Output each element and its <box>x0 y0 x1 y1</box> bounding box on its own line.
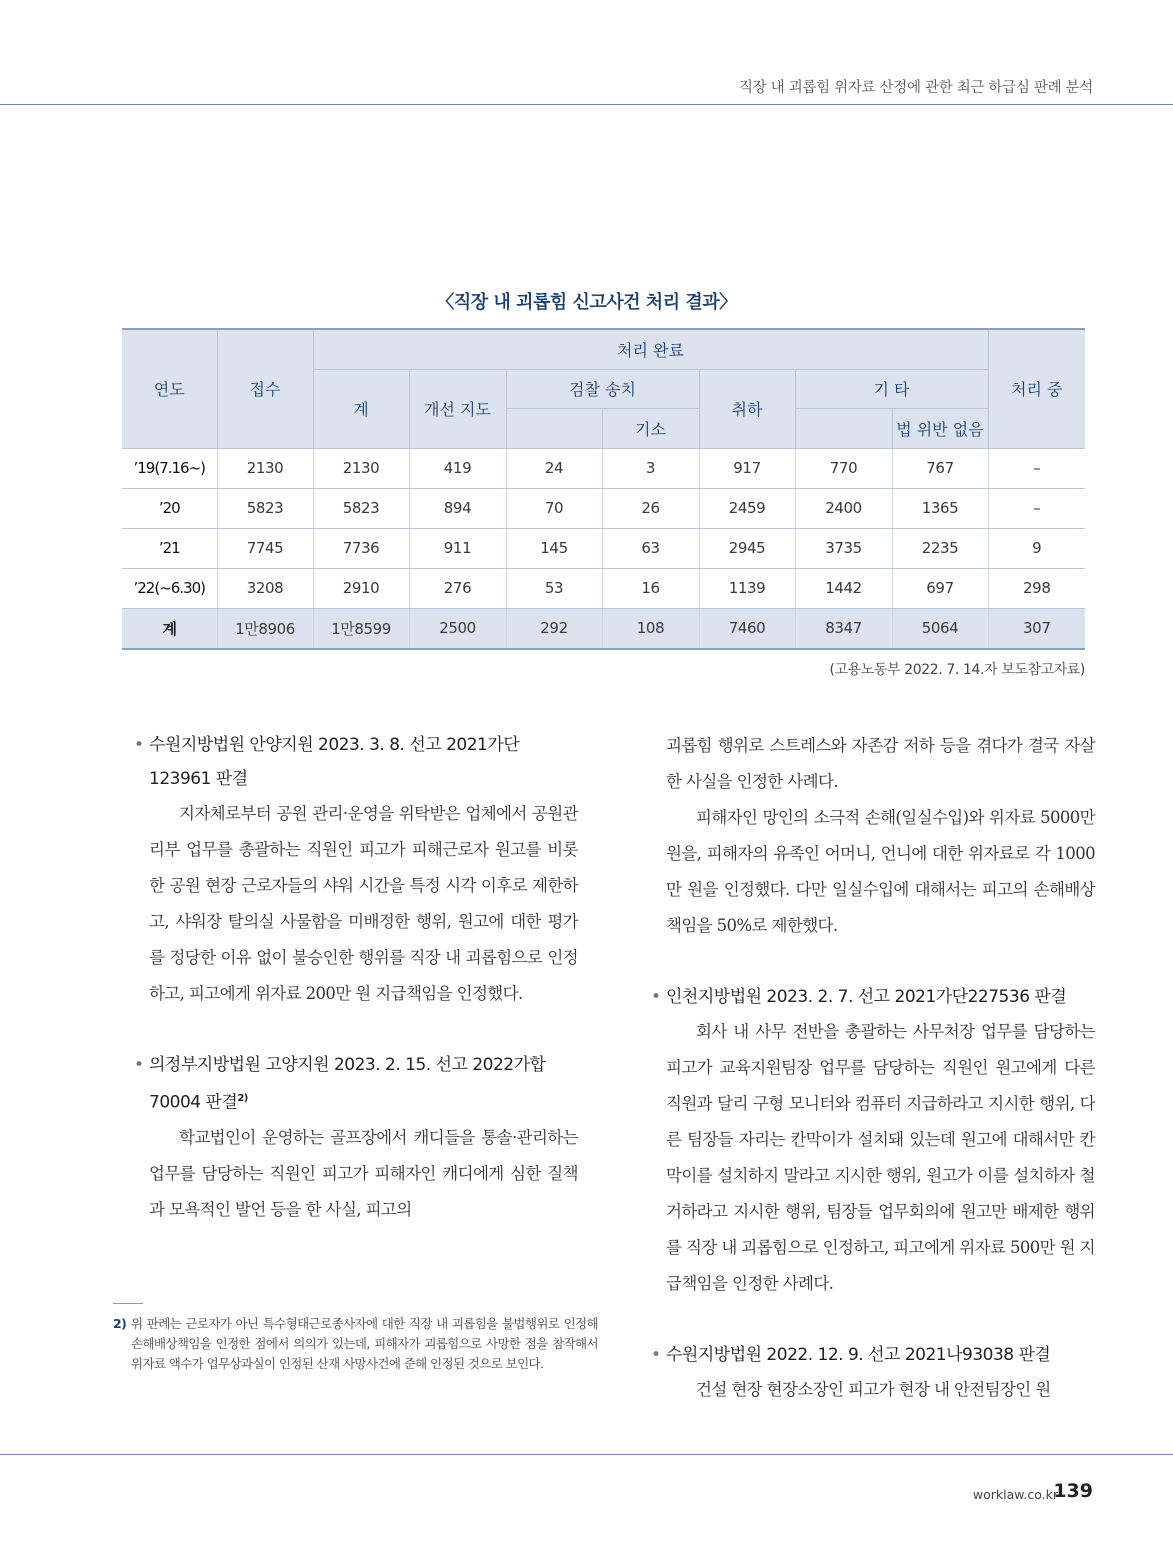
cell-improvement: 276 <box>409 568 506 608</box>
complaint-results-table <box>122 328 1085 650</box>
table-row <box>122 528 1085 568</box>
cell-indictment: 26 <box>602 488 699 528</box>
site-url: worklaw.co.kr <box>972 1487 1058 1502</box>
cell-indictment: 3 <box>602 448 699 488</box>
cell-total: 2130 <box>313 448 409 488</box>
bullet-icon: • <box>134 735 144 755</box>
running-title: 직장 내 괴롭힘 위자료 산정에 관한 최근 하급심 판례 분석 <box>738 80 1093 96</box>
header-no-violation: 법 위반 없음 <box>892 408 988 448</box>
cell-withdrawal: 2459 <box>699 488 795 528</box>
case-body: 지자체로부터 공원 관리·운영을 위탁받은 업체에서 공원관리부 업무를 총괄하는 직원인 피고가 피해근로자 원고를 비롯한 공원 현장 근로자들의 샤워 시간을 특정 시각 이후로 제한하고, 샤워장 탈의실 사물함을 미배정한 행위, 원고에 대한 평가를 정당한 이유 없이 불승인한 행위를 직장 내 괴롭힘으로 인정하고, 피고에게 위자료 200만 원 지급책임을 인정했다. <box>149 804 578 1003</box>
cell-withdrawal: 1139 <box>699 568 795 608</box>
page-number: 139 <box>1053 1480 1093 1502</box>
cell-improvement: 2500 <box>409 608 506 649</box>
header-prosecution-blank <box>506 408 602 448</box>
bullet-icon: • <box>134 1055 144 1075</box>
footnote-number: 2) <box>113 1316 127 1331</box>
footnote-text: 위 판례는 근로자가 아닌 특수형태근로종사자에 대한 직장 내 괴롭힘을 불법행위로 인정해 손해배상책임을 인정한 점에서 의의가 있는데, 피해자가 괴롭힘으로 사망한 점을 참작해서 위자료 액수가 업무상과실이 인정된 산재 사망사건에 준해 인정된 것으로 보인다. <box>131 1316 598 1371</box>
cell-no-violation: 5064 <box>892 608 988 649</box>
cell-in-progress: 298 <box>988 568 1085 608</box>
table-row <box>122 488 1085 528</box>
footer-rule <box>0 1454 1173 1455</box>
header-received: 접수 <box>217 329 313 448</box>
cell-improvement: 419 <box>409 448 506 488</box>
header-other-blank <box>795 408 892 448</box>
header-withdrawal: 취하 <box>699 369 795 448</box>
cell-year: ’19(7.16~) <box>122 448 217 488</box>
cell-received: 2130 <box>217 448 313 488</box>
case-heading-text: 의정부지방법원 고양지원 2023. 2. 15. 선고 2022가합 70004 판결 <box>149 1055 546 1113</box>
bullet-icon: • <box>651 1345 661 1365</box>
cell-other: 770 <box>795 448 892 488</box>
cell-received: 1만8906 <box>217 608 313 649</box>
cell-received: 3208 <box>217 568 313 608</box>
cell-indictment: 16 <box>602 568 699 608</box>
table-row <box>122 448 1085 488</box>
case-body-continued: 괴롭힘 행위로 스트레스와 자존감 저하 등을 겪다가 결국 자살한 사실을 인정한 사례다. <box>666 736 1095 791</box>
cell-indictment: 63 <box>602 528 699 568</box>
cell-no-violation: 767 <box>892 448 988 488</box>
table-title: 〈직장 내 괴롭힘 신고사건 처리 결과〉 <box>436 292 737 313</box>
cell-withdrawal: 2945 <box>699 528 795 568</box>
cell-received: 7745 <box>217 528 313 568</box>
table-row <box>122 568 1085 608</box>
case-body: 건설 현장 현장소장인 피고가 현장 내 안전팀장인 원 <box>696 1380 1051 1399</box>
cell-withdrawal: 7460 <box>699 608 795 649</box>
case-heading <box>134 728 578 796</box>
case-heading-text: 인천지방법원 2023. 2. 7. 선고 2021가단227536 판결 <box>666 987 1067 1007</box>
cell-no-violation: 1365 <box>892 488 988 528</box>
cell-withdrawal: 917 <box>699 448 795 488</box>
cell-other: 8347 <box>795 608 892 649</box>
case-heading <box>651 1338 1095 1372</box>
cell-in-progress: – <box>988 448 1085 488</box>
header-year: 연도 <box>122 329 217 448</box>
cell-other: 3735 <box>795 528 892 568</box>
cell-indictment: 108 <box>602 608 699 649</box>
cell-year: ’22(~6.30) <box>122 568 217 608</box>
left-column <box>134 728 578 1228</box>
header-completed: 처리 완료 <box>313 329 988 369</box>
header-improvement: 개선 지도 <box>409 369 506 448</box>
cell-in-progress: – <box>988 488 1085 528</box>
case-body: 회사 내 사무 전반을 총괄하는 사무처장 업무를 담당하는 피고가 교육지원팀장 업무를 담당하는 직원인 원고에게 다른 직원과 달리 구형 모니터와 컴퓨터 지급하라고 지시한 행위, 다른 팀장들 자리는 칸막이가 설치돼 있는데 원고에 대해서만 칸막이를 설치하지 말라고 지시한 행위, 원고가 이를 설치하자 철거하라고 지시한 행위, 팀장들 업무회의에 원고만 배제한 행위를 직장 내 괴롭힘으로 인정하고, 피고에게 위자료 500만 원 지급책임을 인정한 사례다. <box>666 1022 1095 1293</box>
footnote <box>113 1314 598 1374</box>
cell-prosecution: 292 <box>506 608 602 649</box>
header-in-progress: 처리 중 <box>988 329 1085 448</box>
header-prosecution: 검찰 송치 <box>506 369 699 408</box>
footnote-ref: 2) <box>237 1093 248 1104</box>
cell-prosecution: 24 <box>506 448 602 488</box>
cell-total: 2910 <box>313 568 409 608</box>
cell-total: 5823 <box>313 488 409 528</box>
cell-other: 2400 <box>795 488 892 528</box>
bullet-icon: • <box>651 987 661 1007</box>
header-indictment: 기소 <box>602 408 699 448</box>
header-total: 계 <box>313 369 409 448</box>
footnote-rule <box>113 1303 143 1304</box>
cell-prosecution: 145 <box>506 528 602 568</box>
cell-in-progress: 307 <box>988 608 1085 649</box>
case-heading <box>651 980 1095 1014</box>
cell-prosecution: 53 <box>506 568 602 608</box>
table-total-row <box>122 608 1085 649</box>
case-body: 학교법인이 운영하는 골프장에서 캐디들을 통솔·관리하는 업무를 담당하는 직원인 피고가 피해자인 캐디에게 심한 질책과 모욕적인 발언 등을 한 사실, 피고의 <box>149 1127 578 1219</box>
cell-other: 1442 <box>795 568 892 608</box>
cell-improvement: 911 <box>409 528 506 568</box>
cell-prosecution: 70 <box>506 488 602 528</box>
header-other: 기 타 <box>795 369 988 408</box>
right-column <box>651 728 1095 1408</box>
cell-year: 계 <box>122 608 217 649</box>
case-body: 피해자인 망인의 소극적 손해(일실수입)와 위자료 5000만 원을, 피해자의 유족인 어머니, 언니에 대한 위자료로 각 1000만 원을 인정했다. 다만 일실수입에 대해서는 피고의 손해배상 책임을 50%로 제한했다. <box>666 808 1095 935</box>
cell-total: 1만8599 <box>313 608 409 649</box>
cell-in-progress: 9 <box>988 528 1085 568</box>
case-heading-text: 수원지방법원 2022. 12. 9. 선고 2021나93038 판결 <box>666 1345 1051 1365</box>
header-rule <box>0 104 1173 105</box>
cell-no-violation: 697 <box>892 568 988 608</box>
case-heading-text: 수원지방법원 안양지원 2023. 3. 8. 선고 2021가단 123961 판결 <box>149 735 520 789</box>
cell-year: ’21 <box>122 528 217 568</box>
case-heading <box>134 1048 578 1120</box>
cell-improvement: 894 <box>409 488 506 528</box>
table-source: (고용노동부 2022. 7. 14.자 보도참고자료) <box>829 662 1085 678</box>
cell-total: 7736 <box>313 528 409 568</box>
cell-no-violation: 2235 <box>892 528 988 568</box>
cell-received: 5823 <box>217 488 313 528</box>
cell-year: ’20 <box>122 488 217 528</box>
